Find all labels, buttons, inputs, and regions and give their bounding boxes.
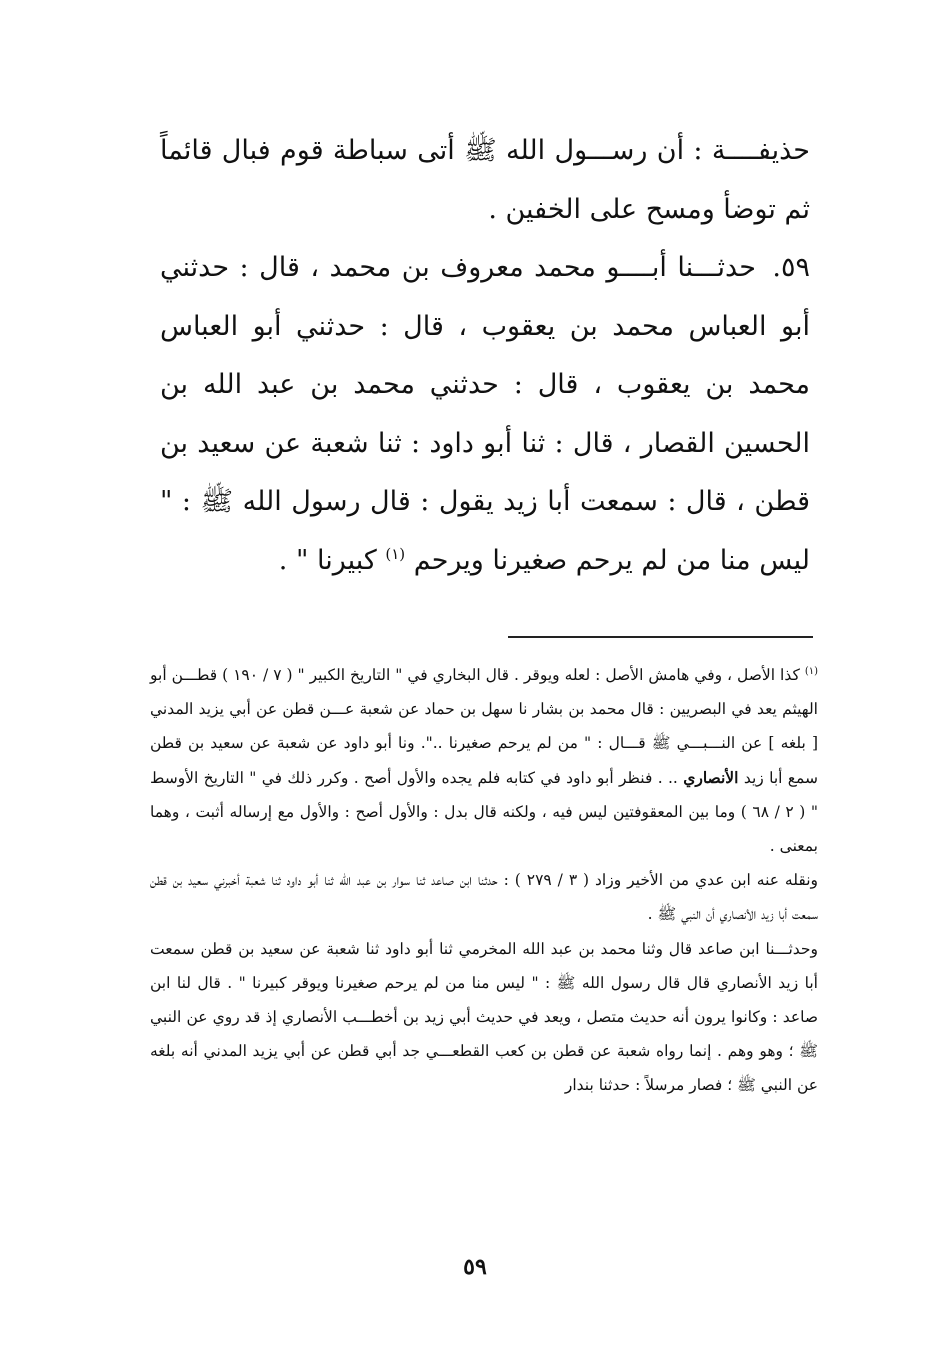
footnotes <box>150 658 818 1103</box>
footnote-bold-word: الأنصاري <box>683 767 739 787</box>
hadith-59 <box>160 239 810 590</box>
main-text <box>160 122 810 590</box>
footnote-paragraph-3: وحدثـــنا ابن صاعد قال وثنا محمد بن عبد الله المخرمي ثنا أبو داود ثنا شعبة عن سعيد بن قطن سمعت أبا زيد الأنصاري قال قال رسول الله ﷺ : " ليس منا من لم يرحم صغيرنا ويوقر كبيرنا " . قال لنا ابن صاعد : وكانوا يرون أنه حديث متصل ، ويعد في حديث أبي زيد بن أخطـــب الأنصاري إذ قد روي عن النبي ﷺ ؛ وهو وهم . إنما رواه شعبة عن قطن بن كعب القطعـــي جد أبي قطن عن أبي يزيد المدني أنه بلغه عن النبي ﷺ ؛ فصار مرسلاً : حدثنا بندار <box>150 939 818 1095</box>
previous-hadith-ending: حذيفــــة : أن رســـول الله ﷺ أتى سباطة قوم فبال قائماً ثم توضأ ومسح على الخفين . <box>160 135 810 225</box>
hadith-text: حدثـــنا أبــــو محمد معروف بن محمد ، قال : حدثني أبو العباس محمد بن يعقوب ، قال : حدثني أبو العباس محمد بن يعقوب ، قال : حدثني محمد بن عبد الله بن الحسين القصار ، قال : ثنا أبو داود : ثنا شعبة عن سعيد بن قطن ، قال : سمعت أبا زيد يقول : قال رسول الله ﷺ : " ليس منا من لم يرحم صغيرنا ويرحم <box>160 252 810 576</box>
page-number: ٥٩ <box>463 1254 487 1280</box>
footnote-reference[interactable]: (١) <box>385 544 406 563</box>
hadith-text-end: كبيرنا " . <box>278 544 377 576</box>
footnote-text: .. . فنظر أبو داود في كتابه فلم يجده والأول أصح . وكرر ذلك في " التاريخ الأوسط " ( ٢ / ٦٨ ) وما بين المعقوفتين ليس فيه ، ولكنه قال بدل : والأول أصح : والأول مع إرساله أثبت ، وهما بمعنى . <box>150 768 819 856</box>
footnote-separator <box>508 636 813 638</box>
footnote-paragraph-2: ونقله عنه ابن عدي من الأخير وزاد ( ٣ / ٢٧٩ ) : حدثنا ابن صاعد ثنا سوار بن عبد الله ثنا أبو داود ثنا شعبة أخبرني سعيد بن قطن سمعت أبا زيد الأنصاري أن النبي ﷺ . <box>150 871 819 924</box>
footnote-1-paragraph <box>150 658 818 863</box>
footnote-marker: (١) <box>804 665 818 677</box>
hadith-number: ٥٩. <box>772 252 810 283</box>
footnote-text: كذا الأصل ، وفي هامش الأصل : لعله ويوقر . قال البخاري في " التاريخ الكبير " ( ٧ / ١٩٠ ) قطـــن أبو الهيثم يعد في البصريين : قال محمد بن بشار نا سهل بن حماد عن شعبة عـــن قطن عن أبي يزيد المدني [ بلغه ] عن النـــبـــي ﷺ قـــال : " من لم يرحم صغيرنا ..". ونا أبو داود عن شعبة عن سعيد بن قطن سمع أبا زيد <box>150 666 818 787</box>
